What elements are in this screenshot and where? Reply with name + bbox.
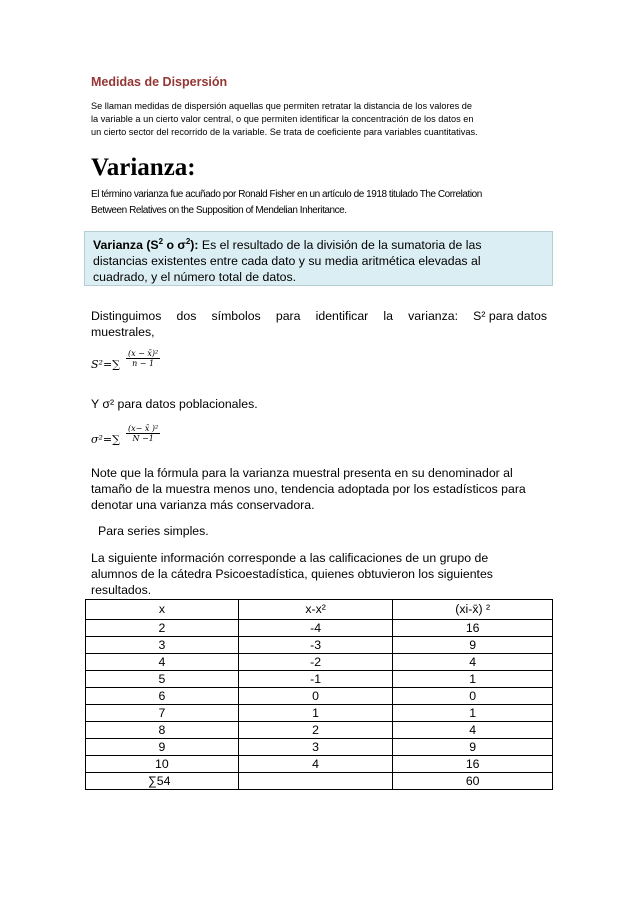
table-intro-paragraph	[91, 550, 547, 598]
table-intro-line: resultados.	[91, 583, 152, 597]
page-heading: Medidas de Dispersión	[91, 75, 228, 89]
definition-line: cuadrado, y el número total de datos.	[93, 270, 297, 284]
intro-paragraph	[91, 100, 547, 139]
cell: 5	[86, 671, 239, 688]
term-part: o σ	[163, 238, 186, 252]
cell: 2	[238, 722, 393, 739]
cell: 3	[86, 637, 239, 654]
term-sup: 2	[185, 237, 191, 247]
origin-paragraph	[91, 187, 566, 219]
definition-term	[93, 238, 199, 252]
word: símbolos	[211, 309, 261, 323]
cell: 16	[393, 756, 553, 773]
cell: 1	[393, 705, 553, 722]
formula-fraction	[126, 349, 160, 368]
sum-x: ∑54	[86, 773, 239, 790]
definition-box	[84, 231, 553, 286]
table-intro-line: alumnos de la cátedra Psicoestadística, quienes obtuvieron los siguientes	[91, 567, 493, 581]
symbols-paragraph	[91, 308, 547, 340]
table-row	[86, 620, 553, 637]
word: varianza:	[408, 309, 459, 323]
cell: 1	[393, 671, 553, 688]
header-squared-deviation: (xi-x̄) ²	[393, 600, 553, 620]
table-header-row	[86, 600, 553, 620]
note-line: Note que la fórmula para la varianza muestral presenta en su denominador al	[91, 466, 513, 480]
sum-deviation	[238, 773, 393, 790]
symbols-line: muestrales,	[91, 325, 155, 339]
cell: -4	[238, 620, 393, 637]
word: Distinguimos	[91, 309, 162, 323]
word: identificar	[315, 309, 369, 323]
word: la	[383, 309, 393, 323]
cell: 6	[86, 688, 239, 705]
cell: 10	[86, 756, 239, 773]
table-row	[86, 722, 553, 739]
origin-line: Between Relatives on the Supposition of Mendelian Inheritance.	[91, 205, 347, 216]
table-row	[86, 739, 553, 756]
intro-line: la variable a un cierto valor central, o que permiten identificar la concentración de los datos en	[91, 114, 474, 124]
table-row	[86, 756, 553, 773]
intro-line: un cierto sector del recorrido de la variable. Se trata de coeficiente para variables cuantitativas.	[91, 127, 478, 137]
symbols-line	[91, 308, 547, 324]
cell: 9	[86, 739, 239, 756]
table-row	[86, 688, 553, 705]
cell: 4	[393, 722, 553, 739]
definition-line: distancias existentes entre cada dato y su media aritmética elevadas al	[93, 254, 481, 268]
cell: 7	[86, 705, 239, 722]
cell: 2	[86, 620, 239, 637]
population-line: Y σ² para datos poblacionales.	[91, 397, 258, 411]
table-row	[86, 671, 553, 688]
origin-line: El término varianza fue acuñado por Ronald Fisher en un artículo de 1918 titulado The Correlation	[91, 189, 482, 200]
formula-fraction	[126, 424, 160, 443]
definition-line	[93, 237, 546, 253]
table-row	[86, 705, 553, 722]
subheading: Para series simples.	[98, 524, 209, 538]
intro-line: Se llaman medidas de dispersión aquellas que permiten retratar la distancia de los valores de	[91, 101, 472, 111]
word: S² para datos	[473, 309, 547, 323]
cell: 0	[393, 688, 553, 705]
scores-table	[85, 599, 553, 790]
cell: 1	[238, 705, 393, 722]
cell: -3	[238, 637, 393, 654]
cell: 3	[238, 739, 393, 756]
cell: 4	[238, 756, 393, 773]
cell: -2	[238, 654, 393, 671]
table-row	[86, 637, 553, 654]
cell: 4	[86, 654, 239, 671]
formula-numerator: (x − x̄)²	[128, 349, 159, 358]
word: dos	[176, 309, 197, 323]
cell: 16	[393, 620, 553, 637]
cell: 0	[238, 688, 393, 705]
formula-denominator: N −1	[132, 434, 154, 443]
term-sup: 2	[158, 237, 164, 247]
table-footer-row	[86, 773, 553, 790]
formula-denominator: n − 1	[132, 359, 155, 368]
note-paragraph	[91, 465, 547, 513]
table-intro-line: La siguiente información corresponde a las calificaciones de un grupo de	[91, 551, 489, 565]
formula-lhs: S²=∑	[91, 358, 121, 371]
term-part: ):	[190, 238, 199, 252]
cell: 8	[86, 722, 239, 739]
cell: -1	[238, 671, 393, 688]
note-line: tamaño de la muestra menos uno, tendencia adoptada por los estadísticos para	[91, 482, 526, 496]
cell: 4	[393, 654, 553, 671]
word: para	[275, 309, 301, 323]
term-part: Varianza (S	[93, 238, 159, 252]
formula-numerator: (x− x̄ )²	[128, 424, 159, 433]
cell: 9	[393, 739, 553, 756]
table-row	[86, 654, 553, 671]
header-x: x	[86, 600, 239, 620]
cell: 9	[393, 637, 553, 654]
definition-text: Es el resultado de la división de la sumatoria de las	[198, 238, 482, 252]
header-deviation: x-x²	[238, 600, 393, 620]
formula-lhs: σ²=∑	[91, 433, 120, 446]
note-line: denotar una varianza más conservadora.	[91, 498, 315, 512]
sum-squared-deviation: 60	[393, 773, 553, 790]
section-title: Varianza:	[91, 154, 196, 181]
